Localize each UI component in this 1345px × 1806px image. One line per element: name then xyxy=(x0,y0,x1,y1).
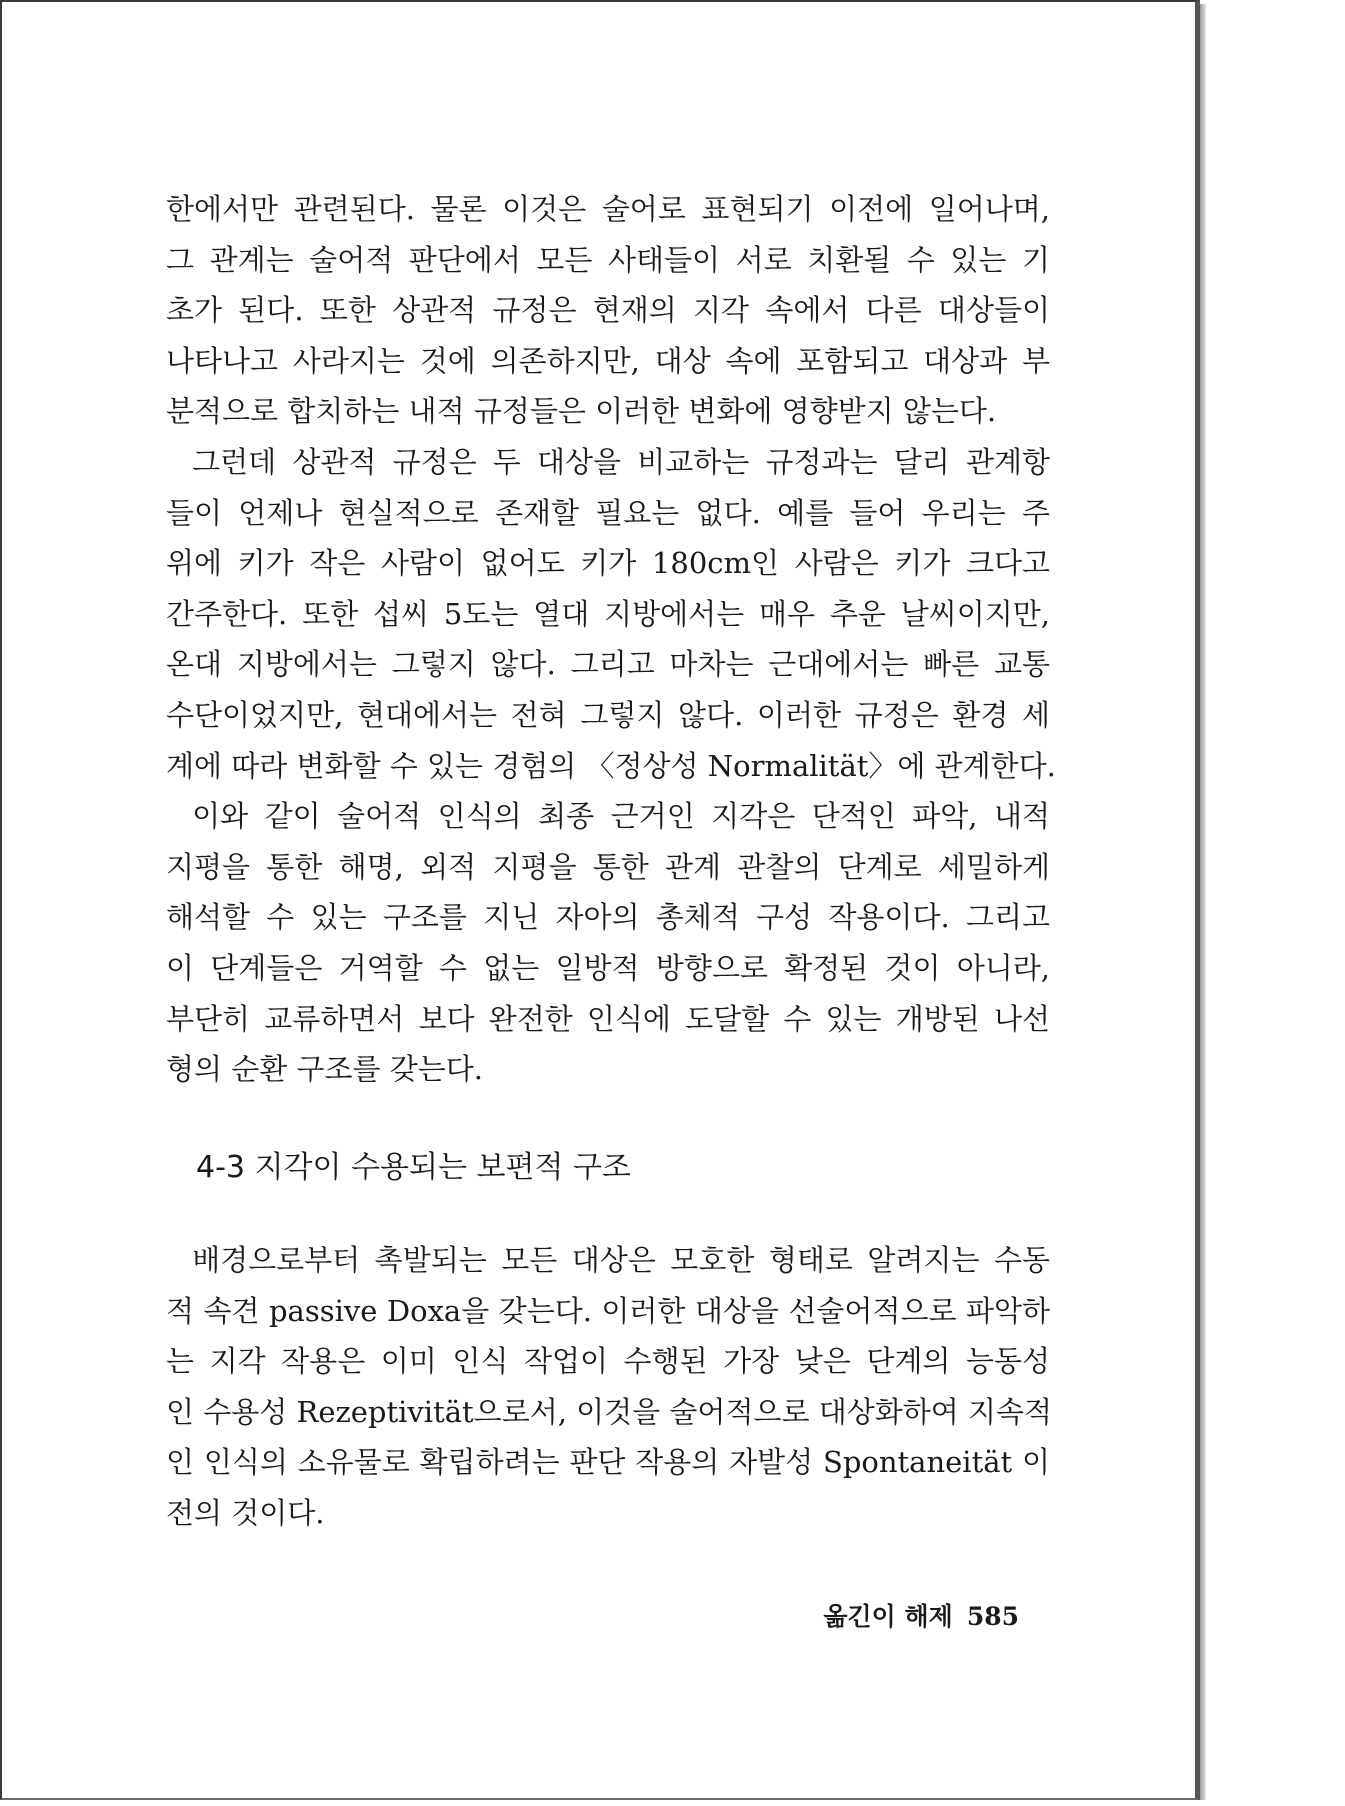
text-line: 해석할 수 있는 구조를 지닌 자아의 총체적 구성 작용이다. 그리고 xyxy=(166,900,1050,935)
text-line: 그 관계는 술어적 판단에서 모든 사태들이 서로 치환될 수 있는 기 xyxy=(166,242,1050,277)
text-line: 전의 것이다. xyxy=(166,1495,325,1530)
text-line: 초가 된다. 또한 상관적 규정은 현재의 지각 속에서 다른 대상들이 xyxy=(166,293,1050,328)
text-line: 그런데 상관적 규정은 두 대상을 비교하는 규정과는 달리 관계항 xyxy=(192,444,1050,479)
text-line: 간주한다. 또한 섭씨 5도는 열대 지방에서는 매우 추운 날씨이지만, xyxy=(166,596,1050,631)
text-line: 인 인식의 소유물로 확립하려는 판단 작용의 자발성 Spontaneität 이 xyxy=(166,1445,1050,1480)
text-line: 인 수용성 Rezeptivität으로서, 이것을 술어적으로 대상화하여 지속적 xyxy=(166,1394,1053,1429)
text-line: 계에 따라 변화할 수 있는 경험의 〈정상성 Normalität〉에 관계한다. xyxy=(166,748,1056,783)
text-line: 이와 같이 술어적 인식의 최종 근거인 지각은 단적인 파악, 내적 xyxy=(192,799,1050,834)
text-line: 는 지각 작용은 이미 인식 작업이 수행된 가장 낮은 단계의 능동성 xyxy=(166,1344,1050,1379)
text-line: 한에서만 관련된다. 물론 이것은 술어로 표현되기 이전에 일어나며, xyxy=(166,192,1050,226)
page-edge-shadow xyxy=(1200,4,1206,1800)
body-text-block-1 xyxy=(166,184,1056,1095)
text-line: 온대 지방에서는 그렇지 않다. 그리고 마차는 근대에서는 빠른 교통 xyxy=(166,647,1050,682)
text-line: 지평을 통한 해명, 외적 지평을 통한 관계 관찰의 단계로 세밀하게 xyxy=(166,849,1050,884)
page-footer xyxy=(823,1600,1019,1634)
text-line: 수단이었지만, 현대에서는 전혀 그렇지 않다. 이러한 규정은 환경 세 xyxy=(166,697,1050,732)
text-line: 적 속견 passive Doxa을 갖는다. 이러한 대상을 선술어적으로 파악하 xyxy=(166,1293,1050,1328)
text-line: 나타나고 사라지는 것에 의존하지만, 대상 속에 포함되고 대상과 부 xyxy=(166,343,1050,378)
text-line: 분적으로 합치하는 내적 규정들은 이러한 변화에 영향받지 않는다. xyxy=(166,394,997,429)
text-line: 형의 순환 구조를 갖는다. xyxy=(166,1052,484,1087)
text-line: 이 단계들은 거역할 수 없는 일방적 방향으로 확정된 것이 아니라, xyxy=(166,950,1050,985)
text-line: 부단히 교류하면서 보다 완전한 인식에 도달할 수 있는 개방된 나선 xyxy=(166,1001,1050,1036)
text-line: 위에 키가 작은 사람이 없어도 키가 180cm인 사람은 키가 크다고 xyxy=(166,546,1050,581)
text-line: 배경으로부터 촉발되는 모든 대상은 모호한 형태로 알려지는 수동 xyxy=(192,1243,1050,1277)
body-text-block-2 xyxy=(166,1235,1053,1539)
section-heading: 4-3 지각이 수용되는 보편적 구조 xyxy=(196,1150,631,1185)
page-number: 585 xyxy=(966,1602,1019,1631)
running-title: 옮긴이 해제 xyxy=(823,1602,953,1631)
text-line: 들이 언제나 현실적으로 존재할 필요는 없다. 예를 들어 우리는 주 xyxy=(166,495,1050,530)
